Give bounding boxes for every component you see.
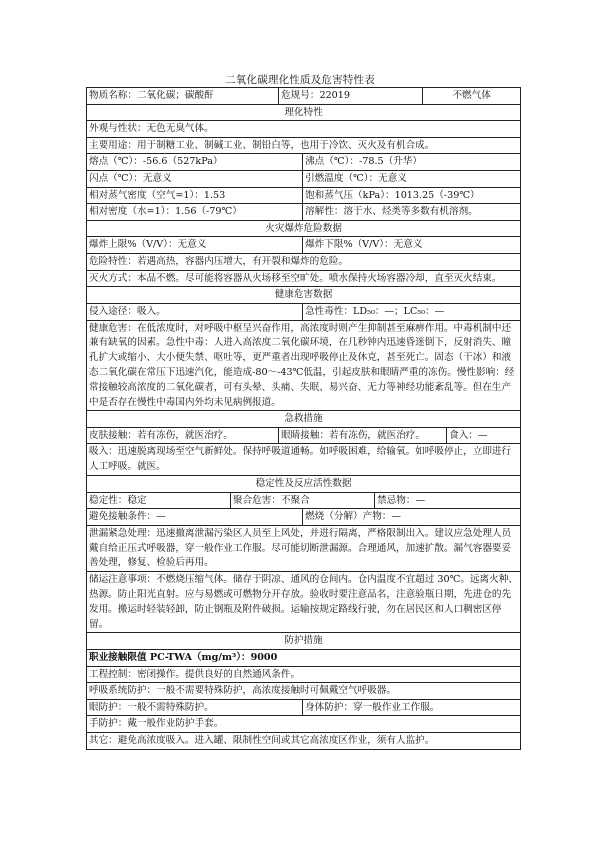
leak-emergency-handling: 泄漏紧急处理：迅速撤离泄漏污染区人员至上风处，并进行隔离，严格限制出入。建议应急处理人员戴自给正压式呼吸器，穿一般作业工作服。尽可能切断泄漏源。合理通风，加速扩散。漏气容器要妥善处理，修复、检验后再用。	[87, 525, 521, 571]
stability: 稳定性：稳定	[87, 492, 231, 509]
storage-transport-precautions: 储运注意事项：不燃烧压缩气体。储存于阴凉、通风的仓间内。仓内温度不宜超过 30℃。远离火种、热源。防止阳光直射。应与易燃或可燃物分开存放。验收时要注意品名，注意验瓶日期，先进仓的先发用。搬运时轻装轻卸，防止钢瓶及附件破损。运输按规定路线行驶，勿在居民区和人口稠密区停留。	[87, 572, 521, 633]
appearance-row: 外观与性状：无色无臭气体。	[87, 121, 521, 138]
combustion-products: 燃烧（分解）产物：—	[303, 509, 521, 526]
ignition-temperature: 引燃温度（℃）：无意义	[303, 170, 521, 187]
ingestion: 食入：—	[447, 427, 521, 444]
hazard-category: 不燃气体	[423, 88, 521, 105]
hazard-characteristics: 危险特性：若遇高热，容器内压增大，有开裂和爆炸的危险。	[87, 253, 521, 270]
document-title: 二氧化碳理化性质及危害特性表	[225, 74, 375, 86]
acute-toxicity: 急性毒性：LD₅₀：—；LC₅₀：—	[303, 303, 521, 320]
header-row	[87, 88, 521, 105]
solubility: 溶解性：溶于水、烃类等多数有机溶剂。	[303, 204, 521, 221]
hazard-properties-table	[86, 87, 521, 750]
explosion-lower-limit: 爆炸下限%（V/V）：无意义	[303, 237, 521, 254]
melting-point: 熔点（℃）：-56.6（527kPa）	[87, 154, 303, 171]
health-hazard-description: 健康危害：在低浓度时，对呼吸中枢呈兴奋作用，高浓度时则产生抑制甚至麻痹作用。中毒机制中还兼有缺氧的因素。急性中毒：人进入高浓度二氧化碳环境，在几秒钟内迅速昏迷倒下，反射消失、瞳孔扩大或缩小、大小便失禁、呕吐等，更严重者出现呼吸停止及休克，甚至死亡。固态（干冰）和液态二氧化碳在常压下迅速汽化，能造成-80～-43℃低温，引起皮肤和眼睛严重的冻伤。慢性影响：经常接触较高浓度的二氧化碳者，可有头晕、头痛、失眠、易兴奋、无力等神经功能紊乱等。但在生产中是否存在慢性中毒国内外均未见病例报道。	[87, 320, 521, 411]
eye-contact: 眼睛接触：若有冻伤，就医治疗。	[279, 427, 447, 444]
substance-name: 物质名称：二氧化碳；碳酸酐	[87, 88, 279, 105]
skin-contact: 皮肤接触：若有冻伤，就医治疗。	[87, 427, 279, 444]
explosion-upper-limit: 爆炸上限%（V/V）：无意义	[87, 237, 303, 254]
inhalation: 吸入：迅速脱离现场至空气新鲜处。保持呼吸道通畅。如呼吸困难，给输氧。如呼吸停止，立即进行人工呼吸。就医。	[87, 444, 521, 476]
extinguishing-method: 灭火方式：本品不燃。尽可能将容器从火场移至空旷处。喷水保持火场容器冷却，直至灭火结束。	[87, 270, 521, 287]
route-of-entry: 侵入途径：吸入。	[87, 303, 303, 320]
engineering-control: 工程控制：密闭操作。提供良好的自然通风条件。	[87, 666, 521, 683]
saturated-vapor-pressure: 饱和蒸气压（kPa）：1013.25（-39℃）	[303, 187, 521, 204]
hand-protection: 手防护：戴一般作业防护手套。	[87, 716, 521, 733]
respiratory-protection: 呼吸系统防护：一般不需要特殊防护，高浓度接触时可佩戴空气呼吸器。	[87, 683, 521, 700]
incompatible-materials: 禁忌物：—	[375, 492, 521, 509]
conditions-to-avoid: 避免接触条件：—	[87, 509, 303, 526]
section-stability-reactivity: 稳定性及反应活性数据	[87, 476, 521, 493]
boiling-point: 沸点（℃）：-78.5（升华）	[303, 154, 521, 171]
other-protection: 其它：避免高浓度吸入。进入罐、限制性空间或其它高浓度区作业，须有人监护。	[87, 733, 521, 750]
section-protective-measures: 防护措施	[87, 633, 521, 650]
uses-row: 主要用途：用于制糖工业、制碱工业、制铅白等，也用于冷饮、灭火及有机合成。	[87, 137, 521, 154]
section-fire-explosion: 火灾爆炸危险数据	[87, 220, 521, 237]
section-health-hazard: 健康危害数据	[87, 287, 521, 304]
body-protection: 身体防护：穿一般作业工作服。	[303, 699, 521, 716]
eye-protection: 眼防护：一般不需特殊防护。	[87, 699, 303, 716]
relative-vapor-density: 相对蒸气密度（空气=1）：1.53	[87, 187, 303, 204]
dangerous-goods-number: 危规号：22019	[279, 88, 423, 105]
relative-density: 相对密度（水=1）：1.56（-79℃）	[87, 204, 303, 221]
flash-point: 闪点（℃）：无意义	[87, 170, 303, 187]
occupational-exposure-limit: 职业接触限值 PC-TWA（mg/m³）：9000	[87, 650, 521, 667]
section-physical-properties: 理化特性	[87, 104, 521, 121]
section-first-aid: 急救措施	[87, 411, 521, 428]
polymerization-hazard: 聚合危害：不聚合	[231, 492, 375, 509]
